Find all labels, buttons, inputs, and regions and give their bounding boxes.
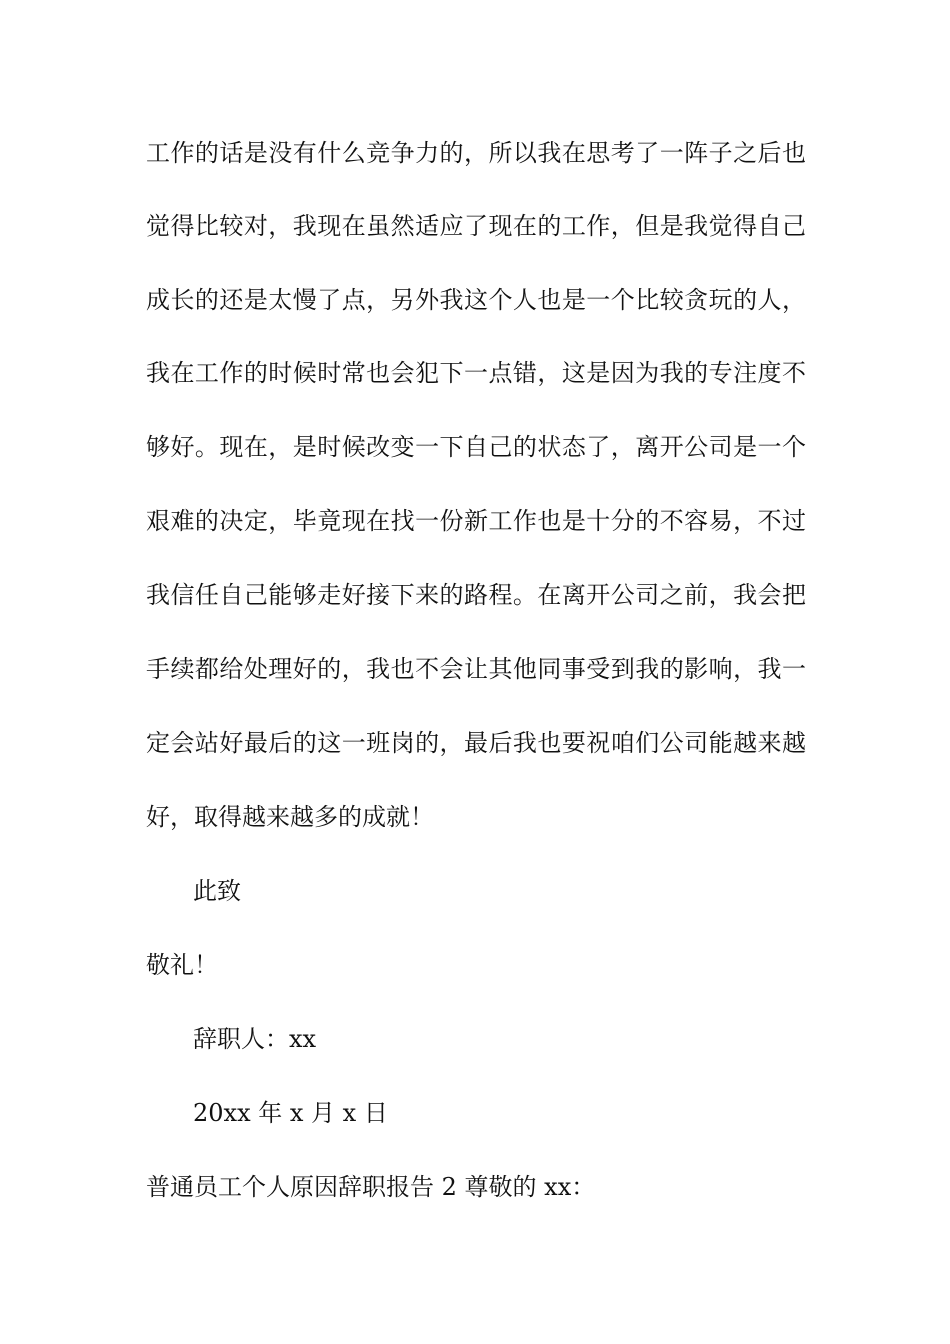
date-line: 20xx 年 x 月 x 日 [193, 1099, 388, 1127]
signer-line: 辞职人：xx [193, 1025, 317, 1053]
body-line-7: 我信任自己能够走好接下来的路程。在离开公司之前，我会把 [146, 581, 806, 609]
body-line-8: 手续都给处理好的，我也不会让其他同事受到我的影响，我一 [146, 655, 806, 683]
body-line-4: 我在工作的时候时常也会犯下一点错，这是因为我的专注度不 [146, 359, 806, 387]
body-line-1: 工作的话是没有什么竞争力的，所以我在思考了一阵子之后也 [146, 139, 806, 167]
closing-salute: 敬礼！ [146, 951, 218, 979]
closing-greeting: 此致 [193, 877, 241, 905]
next-report-title: 普通员工个人原因辞职报告 2 尊敬的 xx： [146, 1173, 596, 1201]
body-line-9: 定会站好最后的这一班岗的，最后我也要祝咱们公司能越来越 [146, 729, 806, 757]
body-line-2: 觉得比较对，我现在虽然适应了现在的工作，但是我觉得自己 [146, 212, 806, 240]
body-line-3: 成长的还是太慢了点，另外我这个人也是一个比较贪玩的人， [146, 286, 806, 314]
body-line-10: 好，取得越来越多的成就！ [146, 803, 434, 831]
body-line-6: 艰难的决定，毕竟现在找一份新工作也是十分的不容易，不过 [146, 507, 806, 535]
body-line-5: 够好。现在，是时候改变一下自己的状态了，离开公司是一个 [146, 433, 806, 461]
